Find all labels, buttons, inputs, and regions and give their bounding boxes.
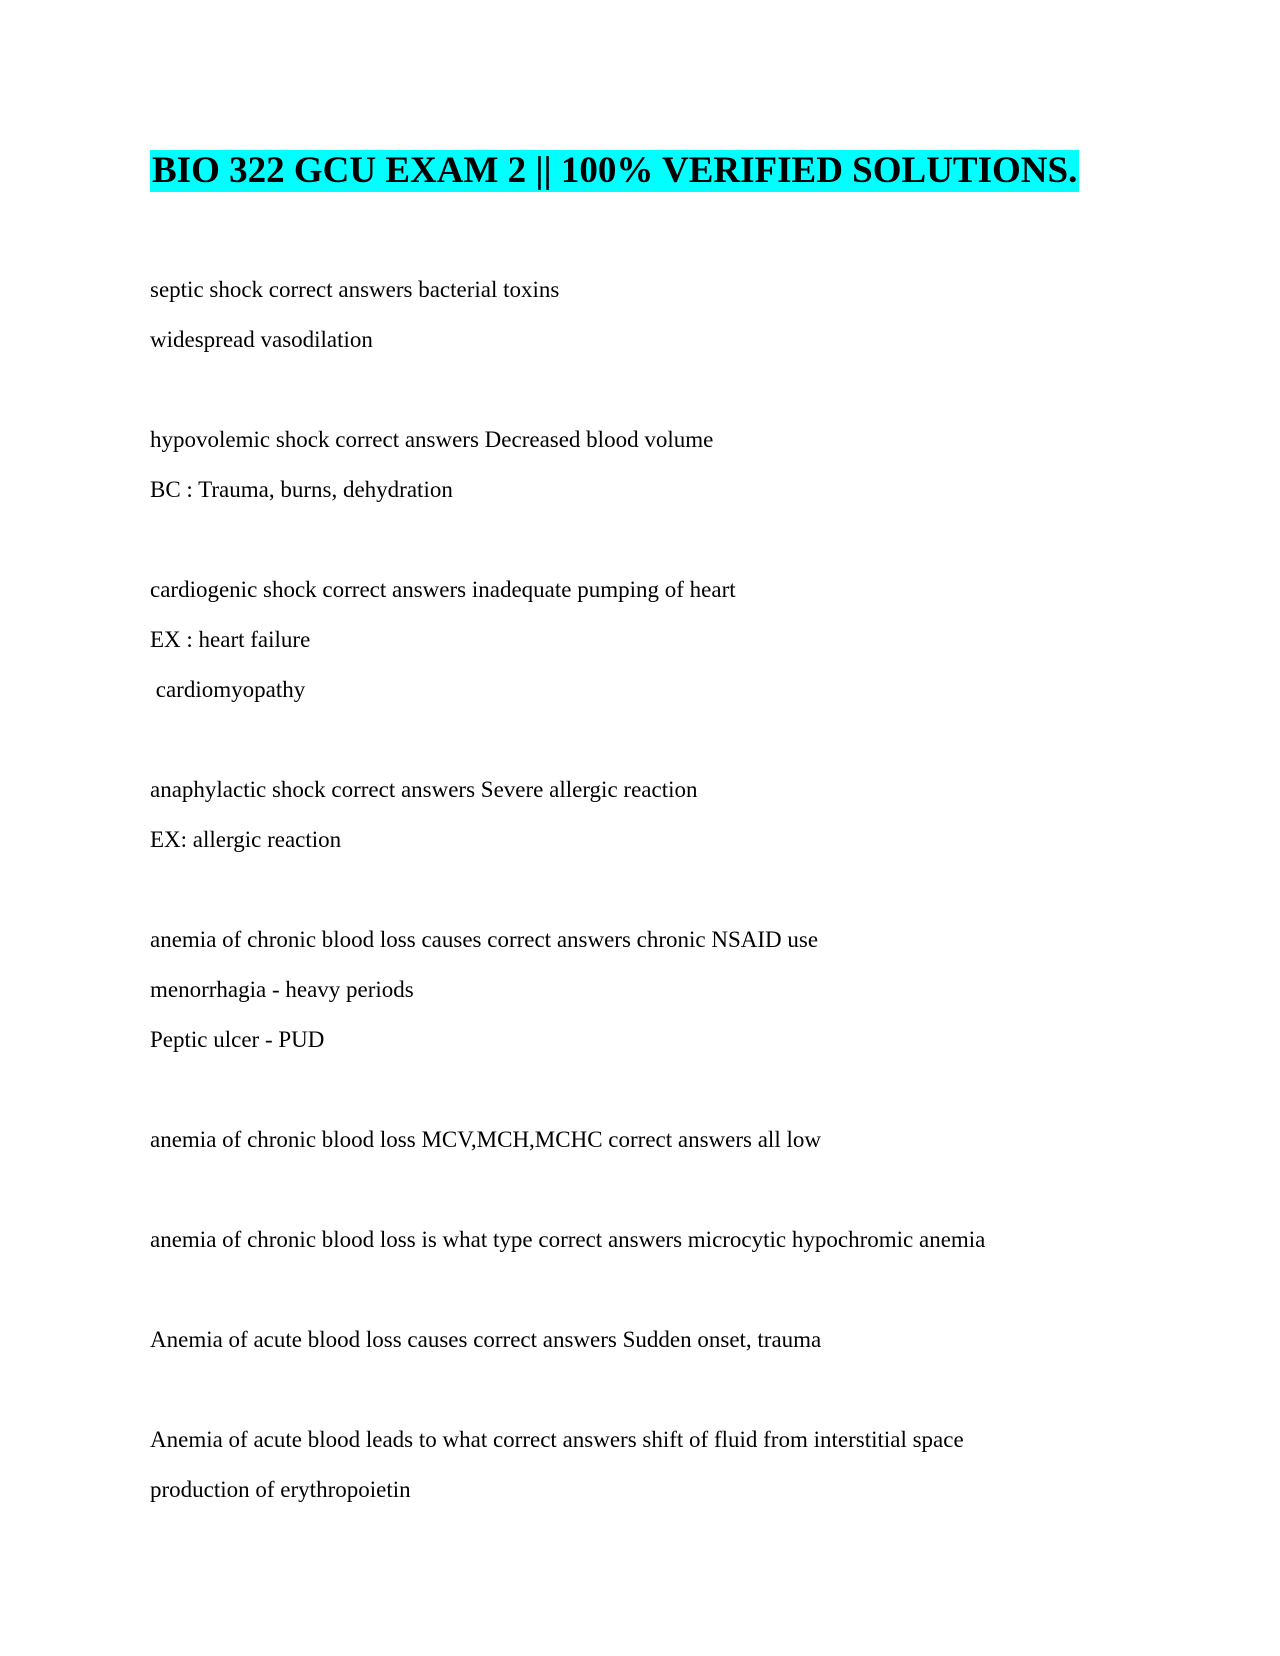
qa-entry <box>150 1115 1230 1165</box>
qa-line: anemia of chronic blood loss is what type correct answers microcytic hypochromic anemia <box>150 1227 986 1252</box>
qa-entry <box>150 1215 1230 1265</box>
entry-spacer <box>150 1265 1230 1315</box>
qa-line: anaphylactic shock correct answers Severe allergic reaction <box>150 777 698 802</box>
qa-line: production of erythropoietin <box>150 1477 411 1502</box>
entry-spacer <box>150 1065 1230 1115</box>
qa-entry <box>150 415 1230 515</box>
qa-line: cardiomyopathy <box>150 677 306 702</box>
qa-entry <box>150 1315 1230 1365</box>
qa-line: anemia of chronic blood loss MCV,MCH,MCHC correct answers all low <box>150 1127 821 1152</box>
qa-entry <box>150 915 1230 1065</box>
qa-line: widespread vasodilation <box>150 327 373 352</box>
entry-spacer <box>150 865 1230 915</box>
qa-entry <box>150 765 1230 865</box>
qa-entry <box>150 565 1230 715</box>
qa-line: Peptic ulcer - PUD <box>150 1027 325 1052</box>
qa-list <box>150 265 1230 1515</box>
entry-spacer <box>150 715 1230 765</box>
title-block <box>150 150 1079 192</box>
qa-line: Anemia of acute blood leads to what correct answers shift of fluid from interstitial space <box>150 1427 964 1452</box>
qa-line: menorrhagia - heavy periods <box>150 977 414 1002</box>
entry-spacer <box>150 365 1230 415</box>
document-title: BIO 322 GCU EXAM 2 || 100% VERIFIED SOLUTIONS. <box>152 150 1078 191</box>
qa-line: hypovolemic shock correct answers Decreased blood volume <box>150 427 714 452</box>
qa-entry <box>150 265 1230 365</box>
qa-line: cardiogenic shock correct answers inadequate pumping of heart <box>150 577 736 602</box>
qa-line: septic shock correct answers bacterial toxins <box>150 277 560 302</box>
qa-line: BC : Trauma, burns, dehydration <box>150 477 453 502</box>
qa-line: EX: allergic reaction <box>150 827 342 852</box>
entry-spacer <box>150 1365 1230 1415</box>
entry-spacer <box>150 1165 1230 1215</box>
entry-spacer <box>150 515 1230 565</box>
qa-line: Anemia of acute blood loss causes correct answers Sudden onset, trauma <box>150 1327 822 1352</box>
qa-line: EX : heart failure <box>150 627 311 652</box>
qa-line: anemia of chronic blood loss causes correct answers chronic NSAID use <box>150 927 819 952</box>
qa-entry <box>150 1415 1230 1515</box>
